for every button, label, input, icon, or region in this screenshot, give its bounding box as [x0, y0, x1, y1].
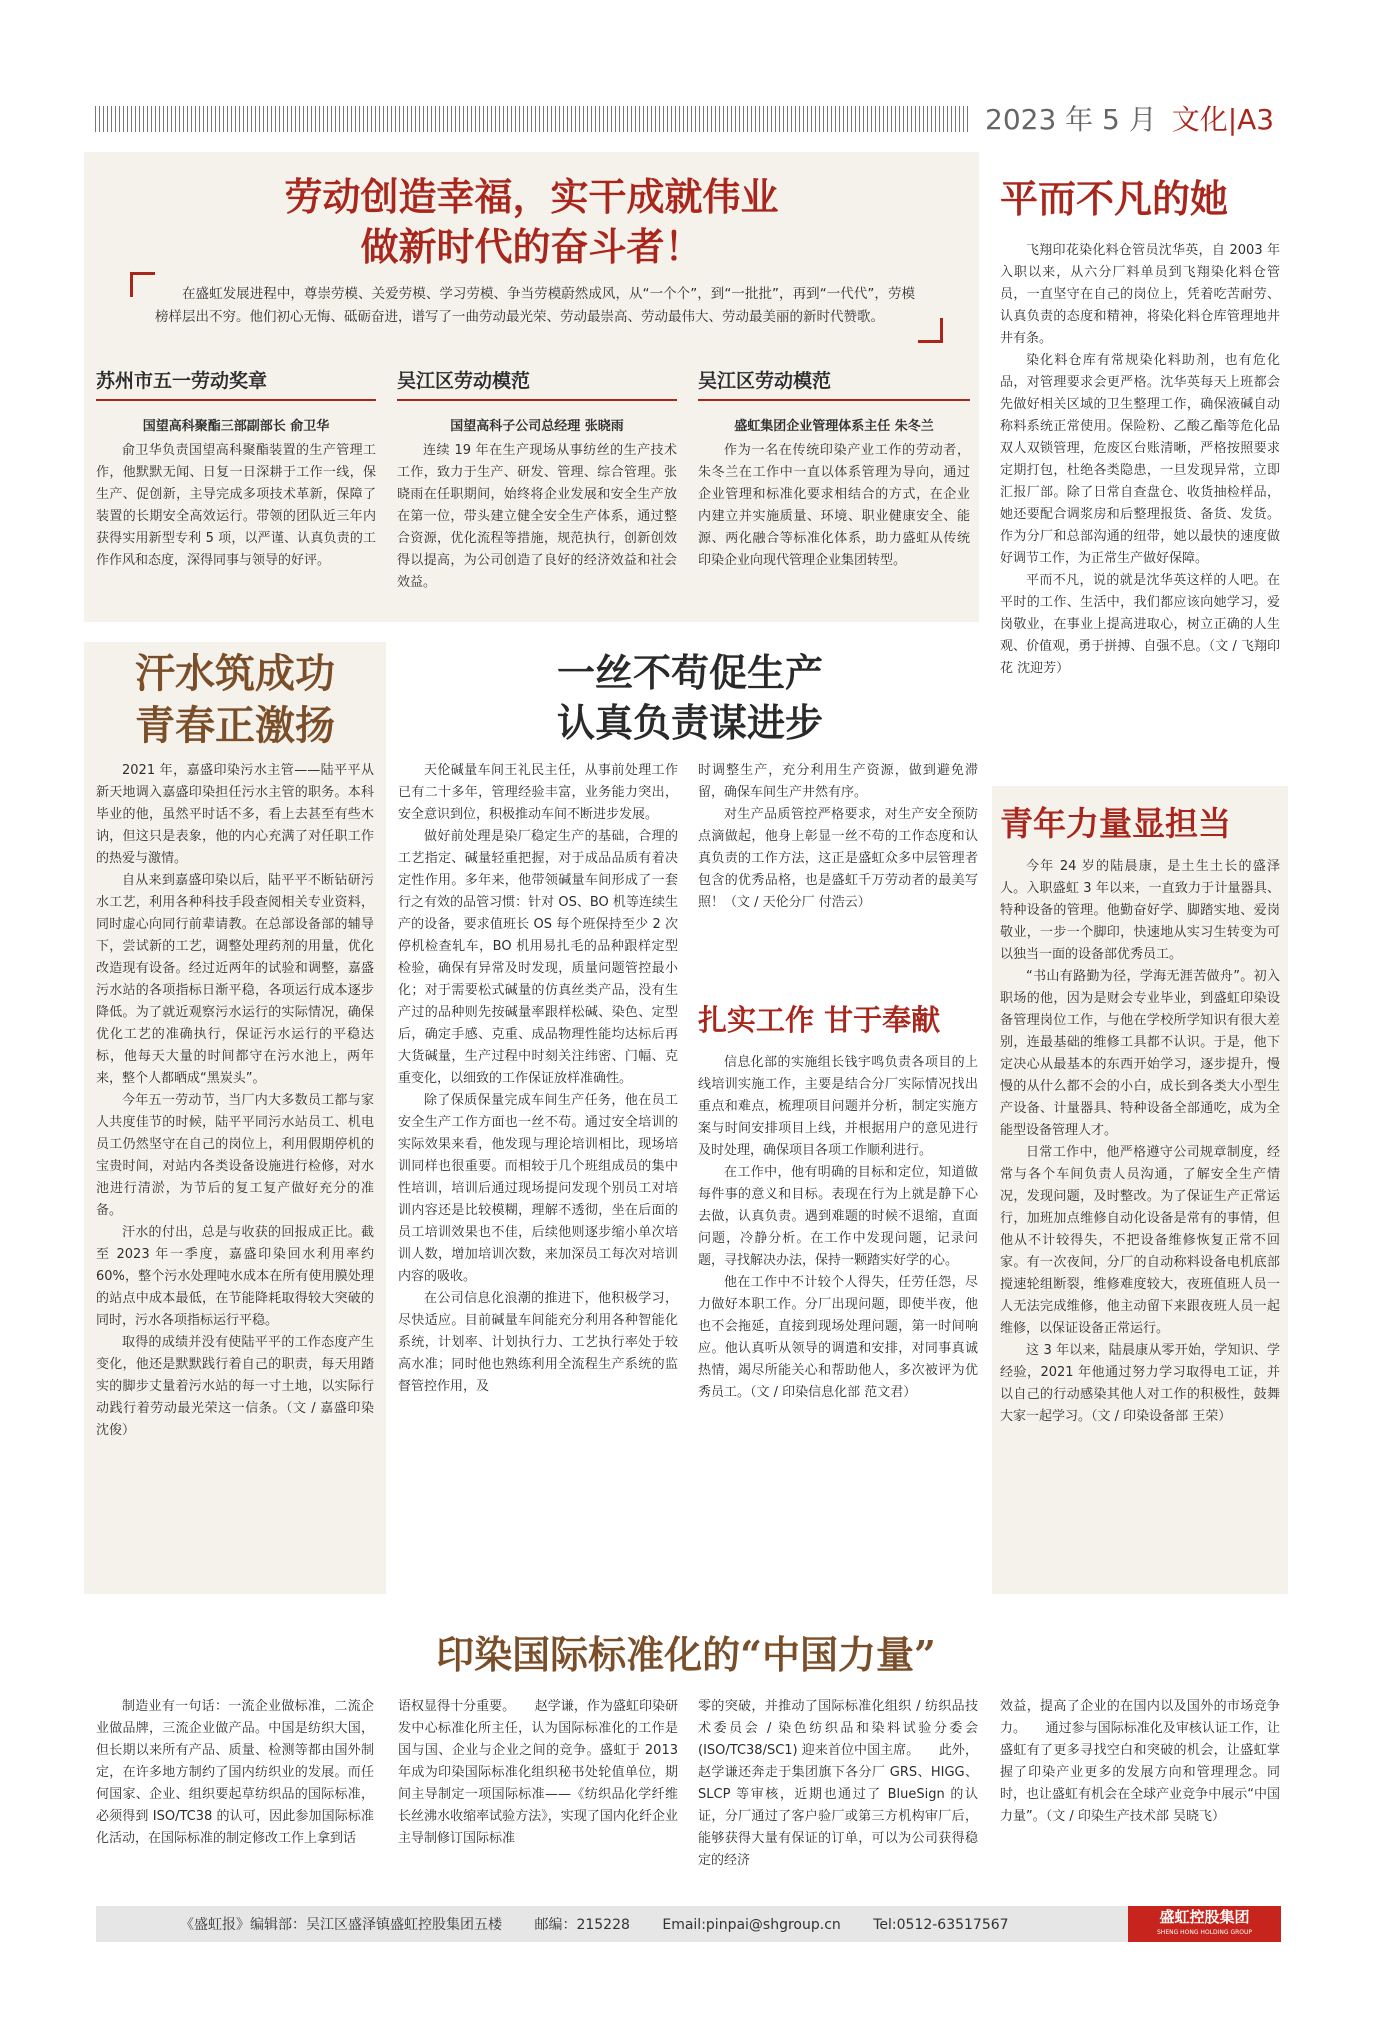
footer-logo: [1128, 1906, 1281, 1942]
yisi-paragraph: 在公司信息化浪潮的推进下，他积极学习，尽快适应。目前碱量车间能充分利用各种智能化系统，计划率、计划执行力、工艺执行率处于较高水准；同时他也熟练利用全流程生产系统的监督管控作用，及: [398, 1291, 678, 1394]
yisi-paragraph: 除了保质保量完成车间生产任务，他在员工安全生产工作方面也一丝不苟。通过安全培训的实际效果来看，他发现与理论培训相比，现场培训同样也很重要。而相较于几个班组成员的集中性培训，培训后通过现场提问发现个别员工对培训内容还是比较模糊，理解不透彻，坐在后面的员工培训效果也不佳，后续他则逐步缩小单次培训人数，增加培训次数，来加深员工每次对培训内容的吸收。: [398, 1093, 678, 1284]
model-text-2: 连续 19 年在生产现场从事纺丝的生产技术工作，致力于生产、研发、管理、综合管理。张晓雨在任职期间，始终将企业发展和安全生产放在第一位，带头建立健全安全生产体系，通过整合资源，优化流程等措施，规范执行，创新创效得以提高，为公司创造了良好的经济效益和社会效益。: [397, 443, 677, 590]
zhashi-article-body: [698, 1052, 978, 1404]
sweat-paragraph: 自从来到嘉盛印染以后，陆平平不断钻研污水工艺，利用各种科技手段查阅相关专业资料，同时虚心向同行前辈请教。在总部设备部的辅导下，尝试新的工艺，调整处理药剂的用量，优化改造现有设备。经过近两年的试验和调整，嘉盛污水站的各项指标日渐平稳，各项运行成本逐步降低。为了就近观察污水运行的实际情况，确保优化工艺的准确执行，保证污水运行的平稳达标，他每天大量的时间都守在污水池上，两年来，整个人都晒成“黑炭头”。: [96, 873, 374, 1086]
footer-editorial: 《盛虹报》编辑部：吴江区盛泽镇盛虹控股集团五楼: [180, 1917, 502, 1933]
footer-info: [180, 1914, 1009, 1934]
sweat-paragraph: 取得的成绩并没有使陆平平的工作态度产生变化，他还是默默践行着自己的职责，每天用踏实的脚步丈量着污水站的每一寸土地，以实际行动践行着劳动最光荣这一信条。（文 / 嘉盛印染 沈俊）: [96, 1335, 374, 1438]
logo-cn: 盛虹控股集团: [1159, 1908, 1250, 1926]
ping-paragraph: 飞翔印花染化料仓管员沈华英，自 2003 年入职以来，从六分厂料单员到飞翔染化料仓管员，一直坚守在自己的岗位上，凭着吃苦耐劳、认真负责的态度和精神，将染化料仓库管理地井井有条。: [1000, 243, 1280, 346]
sweat-paragraph: 汗水的付出，总是与收获的回报成正比。截至 2023 年一季度，嘉盛印染回水利用率约 60%，整个污水处理吨水成本在所有使用膜处理的站点中成本最低，在节能降耗取得较大突破的同时，污水各项指标运行平稳。: [96, 1225, 374, 1328]
standard-column-2: 语权显得十分重要。 赵学谦，作为盛虹印染研发中心标准化所主任，认为国际标准化的工作是国与国、企业与企业之间的竞争。盛虹于 2013 年成为印染国际标准化组织秘书处轮值单位，期间主导制定一项国际标准——《纺织品化学纤维长丝沸水收缩率试验方法》，实现了国内化纤企业主导制修订国际标准: [398, 1699, 678, 1846]
main-feature-title: [84, 172, 979, 272]
zhashi-paragraph: 他在工作中不计较个人得失，任劳任怨，尽力做好本职工作。分厂出现问题，即使半夜，他也不会拖延，直接到现场处理问题，第一时间响应。他认真听从领导的调遣和安排，对同事真诚热情，竭尽所能关心和帮助他人，多次被评为优秀员工。（文 / 印染信息化部 范文君）: [698, 1275, 978, 1400]
quote-bracket-close: [918, 318, 943, 343]
ping-title: 平而不凡的她: [1000, 176, 1229, 221]
youth-paragraph: 今年 24 岁的陆晨康，是土生土长的盛泽人。入职盛虹 3 年以来，一直致力于计量器具、特种设备的管理。他勤奋好学、脚踏实地、爱岗敬业，一步一个脚印，快速地从实习生转变为可以独当一面的设备部优秀员工。: [1000, 859, 1280, 962]
standard-column-1: 制造业有一句话：一流企业做标准，二流企业做品牌，三流企业做产品。中国是纺织大国，但长期以来所有产品、质量、检测等都由国外制定，在许多地方制约了国内纺织业的发展。而任何国家、企业、组织要起草纺织品的国际标准，必须得到 ISO/TC38 的认可，因此参加国际标准化活动，在国际标准的制定修改工作上拿到话: [96, 1699, 374, 1846]
zhashi-title: 扎实工作 甘于奉献: [698, 1003, 941, 1037]
sweat-article-body: [96, 760, 374, 1442]
model-column-3: [698, 366, 970, 572]
main-title-line2: 做新时代的奋斗者！: [360, 224, 703, 269]
standard-title: 印染国际标准化的“中国力量”: [436, 1632, 936, 1677]
model-award-1: 苏州市五一劳动奖章: [96, 366, 376, 401]
standard-column-3: 零的突破，并推动了国际标准化组织 / 纺织品技术委员会 / 染色纺织品和染料试验分委会 (ISO/TC38/SC1) 迎来首位中国主席。 此外，赵学谦还奔走于集团旗下各分厂 GRS、HIGG、SLCP 等审核，近期也通过了 BlueSign 的认证，分厂通过了客户验厂或第三方机构审厂后，能够获得大量有保证的订单，可以为公司获得稳定的经济: [698, 1699, 978, 1868]
ping-paragraph: 平而不凡，说的就是沈华英这样的人吧。在平时的工作、生活中，我们都应该向她学习，爱岗敬业，在事业上提高进取心，树立正确的人生观、价值观，勇于拼搏、自强不息。（文 / 飞翔印花 沈迎芳）: [1000, 573, 1280, 676]
youth-paragraph: “书山有路勤为径，学海无涯苦做舟”。初入职场的他，因为是财会专业毕业，到盛虹印染设备管理岗位工作，与他在学校所学知识有很大差别，连最基础的维修工具都不认识。于是，他下定决心从最基本的东西开始学习，逐步提升，慢慢的从什么都不会的小白，成长到各类大小型生产设备、计量器具、特种设备全部通吃，成为全能型设备管理人才。: [1000, 969, 1280, 1138]
sweat-paragraph: 2021 年，嘉盛印染污水主管——陆平平从新天地调入嘉盛印染担任污水主管的职务。本科毕业的他，虽然平时话不多，看上去甚至有些木讷，但这只是表象，他的内心充满了对任职工作的热爱与激情。: [96, 763, 374, 866]
header-date: 2023 年 5 月: [985, 103, 1157, 136]
main-title-line1: 劳动创造幸福，实干成就伟业: [284, 174, 779, 219]
sweat-paragraph: 今年五一劳动节，当厂内大多数员工都与家人共度佳节的时候，陆平平同污水站员工、机电员工仍然坚守在自己的岗位上，利用假期停机的宝贵时间，对站内各类设备设施进行检修，对水池进行清淤，为节后的复工复产做好充分的准备。: [96, 1093, 374, 1218]
model-person-1: 国望高科聚酯三部副部长 俞卫华: [142, 419, 330, 434]
zhashi-paragraph: 信息化部的实施组长钱宇鸣负责各项目的上线培训实施工作，主要是结合分厂实际情况找出重点和难点，梳理项目问题并分析，制定实施方案与时间安排项目上线，并根据用户的意见进行及时处理，确保项目各项工作顺利进行。: [698, 1055, 978, 1158]
youth-title: 青年力量显担当: [1000, 804, 1231, 843]
ping-paragraph: 染化料仓库有常规染化料助剂，也有危化品，对管理要求会更严格。沈华英每天上班都会先做好相关区域的卫生整理工作，确保液碱自动称料系统正常使用。保险粉、乙酸乙酯等危化品双人双锁管理，危废区台账清晰，严格按照要求定期打包，杜绝各类隐患，一旦发现异常，立即汇报厂部。除了日常自查盘仓、收货抽检样品，她还要配合调浆房和后整理报货、备货、发货。作为分厂和总部沟通的纽带，她以最快的速度做好调节工作，为正常生产做好保障。: [1000, 353, 1280, 566]
footer-postcode: 邮编：215228: [534, 1917, 630, 1933]
yisi-column-2: [698, 760, 978, 914]
model-person-3: 盛虹集团企业管理体系主任 朱冬兰: [734, 419, 934, 434]
yisi-column-1: [398, 760, 678, 1398]
yisi-paragraph: 天伦碱量车间王礼民主任，从事前处理工作已有二十多年，管理经验丰富，业务能力突出，安全意识到位，积极推动车间不断进步发展。: [398, 763, 678, 822]
zhashi-paragraph: 在工作中，他有明确的目标和定位，知道做每件事的意义和目标。表现在行为上就是静下心去做，认真负责。遇到难题的时候不退缩，直面问题，冷静分析。在工作中发现问题，记录问题，寻找解决办法，保持一颗踏实好学的心。: [698, 1165, 978, 1268]
page-header: 2023 年 5 月 文化|A3: [985, 103, 1275, 136]
yisi-title-line1: 一丝不苟促生产: [556, 650, 823, 695]
youth-paragraph: 日常工作中，他严格遵守公司规章制度，经常与各个车间负责人员沟通，了解安全生产情况，发现问题，及时整改。为了保证生产正常运行，加班加点维修自动化设备是常有的事情，但他从不计较得失，不把设备维修恢复正常不回家。有一次夜间，分厂的自动称料设备电机底部搅速轮组断裂，维修难度较大，夜班值班人员一人无法完成维修，他主动留下来跟夜班人员一起维修，以保证设备正常运行。: [1000, 1145, 1280, 1336]
model-text-1: 俞卫华负责国望高科聚酯装置的生产管理工作，他默默无闻、日复一日深耕于工作一线，保生产、促创新，主导完成多项技术革新，保障了装置的长期安全高效运行。带领的团队近三年内获得实用新型专利 5 项，以严谨、认真负责的工作作风和态度，深得同事与领导的好评。: [96, 443, 376, 568]
yisi-paragraph: 做好前处理是染厂稳定生产的基础，合理的工艺指定、碱量轻重把握，对于成品品质有着决定性作用。多年来，他带领碱量车间形成了一套行之有效的品管习惯：针对 OS、BO 机等连续生产的设备，要求值班长 OS 每个班保持至少 2 次停机检查轧车，BO 机用易扎毛的品种跟样定型检验，确保有异常及时发现，质量问题管控最小化；对于需要松式碱量的仿真丝类产品，没有生产过的品种则先按碱量率跟样松碱、染色、定型后，确定手感、克重、成品物理性能均达标后再大货碱量，生产过程中时刻关注纬密、门幅、克重变化，以细致的工作保证放样准确性。: [398, 829, 678, 1086]
sweat-title-line1: 汗水筑成功: [135, 650, 335, 697]
main-feature-intro: 在盛虹发展进程中，尊崇劳模、关爱劳模、学习劳模、争当劳模蔚然成风，从“一个个”，到“一批批”，再到“一代代”，劳模榜样层出不穷。他们初心无悔、砥砺奋进，谱写了一曲劳动最光荣、劳动最崇高、劳动最伟大、劳动最美丽的新时代赞歌。: [155, 286, 915, 325]
youth-article-body: [1000, 856, 1280, 1428]
ping-article-body: [1000, 240, 1280, 680]
model-award-3: 吴江区劳动模范: [698, 366, 970, 401]
youth-paragraph: 这 3 年以来，陆晨康从零开始，学知识、学经验，2021 年他通过努力学习取得电工证，并以自己的行动感染其他人对工作的积极性，鼓舞大家一起学习。（文 / 印染设备部 王荣）: [1000, 1343, 1280, 1424]
yisi-paragraph: 时调整生产，充分利用生产资源，做到避免滞留，确保车间生产井然有序。: [698, 763, 978, 800]
header-page: A3: [1237, 103, 1275, 136]
model-award-2: 吴江区劳动模范: [397, 366, 677, 401]
standard-column-4: 效益，提高了企业的在国内以及国外的市场竞争力。 通过参与国际标准化及审核认证工作，让盛虹有了更多寻找空白和突破的机会，让盛虹掌握了印染产业更多的发展方向和管理理念。同时，也让盛虹有机会在全球产业竞争中展示“中国力量”。（文 / 印染生产技术部 吴晓飞）: [1000, 1699, 1280, 1824]
header-section: 文化: [1171, 103, 1228, 136]
yisi-title-line2: 认真负责谋进步: [556, 700, 823, 745]
sweat-title: [84, 648, 386, 752]
header-hatch-bar: [95, 106, 970, 132]
sweat-title-line2: 青春正激扬: [135, 702, 335, 749]
quote-bracket-open: [130, 272, 155, 297]
model-column-2: [397, 366, 677, 594]
model-text-3: 作为一名在传统印染产业工作的劳动者，朱冬兰在工作中一直以体系管理为导向，通过企业管理和标准化要求相结合的方式，在企业内建立并实施质量、环境、职业健康安全、能源、两化融合等标准化体系，助力盛虹从传统印染企业向现代管理企业集团转型。: [698, 443, 970, 568]
model-person-2: 国望高科子公司总经理 张晓雨: [450, 419, 624, 434]
model-column-1: [96, 366, 376, 572]
footer-tel: Tel:0512-63517567: [873, 1917, 1009, 1933]
yisi-title: [400, 648, 980, 748]
logo-en: SHENG HONG HOLDING GROUP: [1157, 1929, 1252, 1936]
footer-email: Email:pinpai@shgroup.cn: [662, 1917, 841, 1933]
yisi-paragraph: 对生产品质管控严格要求，对生产安全预防点滴做起，他身上彰显一丝不苟的工作态度和认真负责的工作方法，这正是盛虹众多中层管理者包含的优秀品格，也是盛虹千万劳动者的最美写照！（文 / 天伦分厂 付浩云）: [698, 807, 978, 910]
